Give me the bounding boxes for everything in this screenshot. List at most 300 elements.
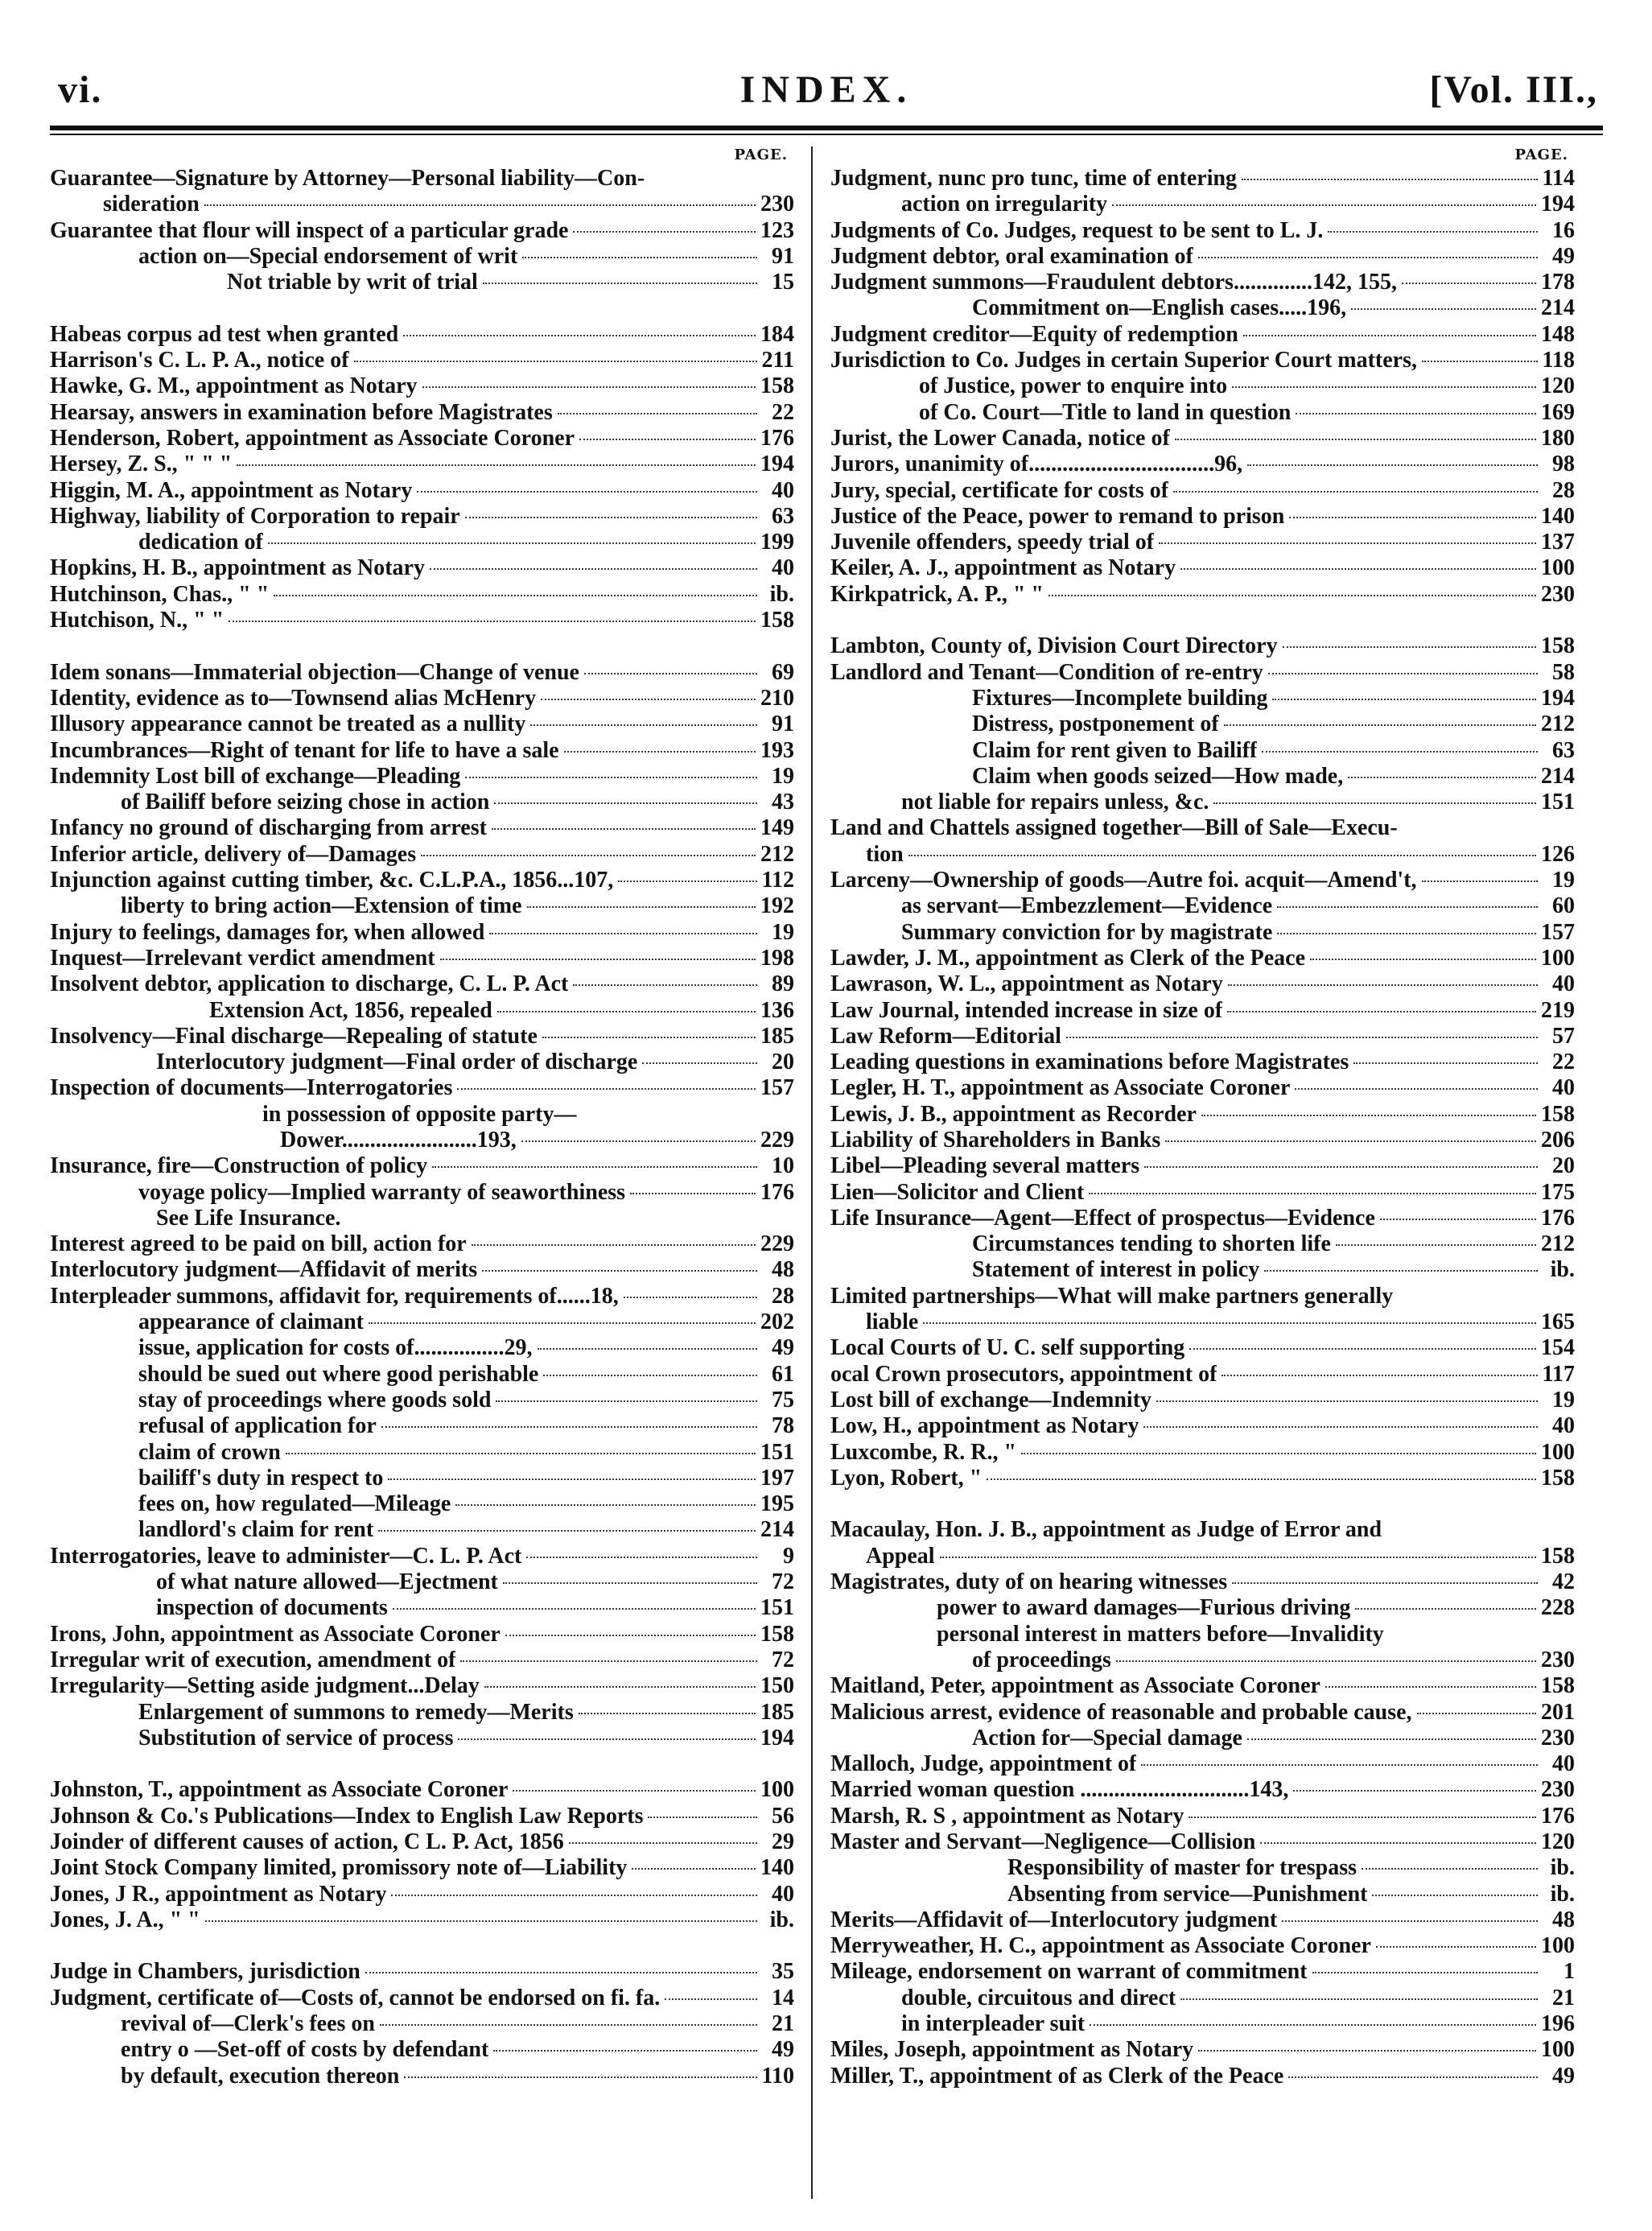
dot-leader <box>460 1660 757 1662</box>
index-entry <box>50 1569 794 1595</box>
dot-leader <box>1247 1738 1536 1740</box>
entry-page-number: 49 <box>772 1335 794 1361</box>
index-entry <box>830 452 1575 477</box>
dot-leader <box>1380 1219 1536 1220</box>
index-entry <box>50 270 794 295</box>
entry-text: Mileage, endorsement on warrant of commitment <box>830 1959 1308 1985</box>
entry-text: Joinder of different causes of action, C L. P. Act, 1856 <box>50 1829 564 1854</box>
dot-leader <box>1422 361 1538 362</box>
entry-page-number: 78 <box>772 1413 794 1439</box>
dot-leader <box>1325 1686 1536 1688</box>
page-number: vi. <box>58 68 103 111</box>
entry-page-number: 158 <box>1541 1465 1575 1491</box>
index-entry <box>830 582 1575 608</box>
dot-leader <box>493 2050 757 2052</box>
entry-page-number: 194 <box>1541 685 1575 711</box>
entry-text: Macaulay, Hon. J. B., appointment as Judge of Error and <box>830 1517 1382 1543</box>
index-entry <box>50 790 794 815</box>
index-entry <box>50 530 794 555</box>
entry-page-number: 158 <box>1541 1101 1575 1127</box>
entry-text: Lost bill of exchange—Indemnity <box>830 1387 1152 1412</box>
index-entry <box>830 1673 1575 1699</box>
entry-page-number: 60 <box>1552 893 1575 919</box>
entry-text: Judge in Chambers, jurisdiction <box>50 1959 360 1985</box>
index-entry <box>50 971 794 997</box>
dot-leader <box>268 542 756 544</box>
dot-leader <box>1156 1400 1538 1402</box>
index-entry <box>50 608 794 633</box>
entry-text: Lyon, Robert, " <box>830 1465 983 1491</box>
entry-page-number: 230 <box>1541 1647 1575 1672</box>
entry-text: Juvenile offenders, speedy trial of <box>830 530 1155 555</box>
index-entry <box>50 348 794 373</box>
entry-page-number: 72 <box>772 1569 794 1595</box>
entry-text: Jury, special, certificate for costs of <box>830 477 1169 503</box>
dot-leader <box>403 335 756 336</box>
dot-leader <box>1264 1270 1538 1272</box>
entry-text: entry o —Set-off of costs by defendant <box>121 2037 489 2063</box>
entry-page-number: 137 <box>1541 530 1575 555</box>
dot-leader <box>388 1478 756 1480</box>
index-entry <box>830 1388 1575 1413</box>
dot-leader <box>1232 1582 1538 1584</box>
dot-leader <box>665 1998 757 2000</box>
dot-leader <box>642 1062 757 1064</box>
dot-leader <box>1328 231 1538 233</box>
entry-page-number: 75 <box>772 1387 794 1412</box>
index-entry <box>830 1777 1575 1803</box>
entry-page-number: 157 <box>1541 919 1575 945</box>
index-entry <box>830 555 1575 581</box>
index-entry <box>50 1075 794 1101</box>
index-entry <box>830 2037 1575 2063</box>
index-entry <box>50 1309 794 1335</box>
entry-page-number: 100 <box>1541 2037 1575 2063</box>
entry-text: Indemnity Lost bill of exchange—Pleading <box>50 763 461 789</box>
index-entry <box>830 1544 1575 1569</box>
right-column <box>830 145 1575 2089</box>
entry-text: Appeal <box>866 1543 935 1569</box>
entry-page-number: 158 <box>760 608 794 633</box>
entry-page-number: 229 <box>760 1127 794 1153</box>
page-header <box>50 56 1603 121</box>
entry-text: Marsh, R. S , appointment as Notary <box>830 1803 1184 1829</box>
index-entry <box>50 998 794 1024</box>
entry-text: Jurist, the Lower Canada, notice of <box>830 425 1170 451</box>
entry-text: Landlord and Tenant—Condition of re-entry <box>830 659 1263 685</box>
left-column <box>50 145 794 2089</box>
entry-spacer <box>830 608 1575 633</box>
dot-leader <box>404 2076 756 2078</box>
entry-text: Libel—Pleading several matters <box>830 1153 1140 1179</box>
entry-text: Master and Servant—Negligence—Collision <box>830 1829 1256 1854</box>
dot-leader <box>1198 257 1538 258</box>
entry-page-number: 193 <box>760 737 794 763</box>
entry-page-number: 194 <box>760 452 794 477</box>
entry-page-number: 91 <box>772 243 794 269</box>
dot-leader <box>1355 1608 1536 1610</box>
index-entry <box>830 244 1575 270</box>
entry-text: double, circuitous and direct <box>901 1985 1176 2010</box>
index-entry <box>830 322 1575 348</box>
dot-leader <box>1372 1895 1538 1896</box>
entry-page-number: 185 <box>760 1699 794 1725</box>
entry-page-number: 201 <box>1541 1699 1575 1725</box>
index-entry <box>830 1933 1575 1959</box>
entry-page-number: 56 <box>772 1803 794 1829</box>
index-entry <box>50 1413 794 1439</box>
entry-page-number: 219 <box>1541 997 1575 1023</box>
index-entry <box>50 842 794 868</box>
dot-leader <box>503 1582 757 1584</box>
entry-text: Statement of interest in policy <box>972 1257 1260 1283</box>
entry-page-number: 195 <box>760 1491 794 1517</box>
dot-leader <box>489 933 757 934</box>
dot-leader <box>1116 1660 1536 1662</box>
dot-leader <box>908 855 1536 856</box>
dot-leader <box>1351 308 1536 310</box>
index-entry <box>830 815 1575 841</box>
dot-leader <box>1189 1348 1536 1350</box>
index-entry <box>830 1050 1575 1075</box>
entry-page-number: 157 <box>760 1075 794 1101</box>
index-entry <box>830 1309 1575 1335</box>
dot-leader <box>430 568 757 570</box>
dot-leader <box>378 1530 756 1532</box>
dot-leader <box>573 231 756 233</box>
entry-page-number: 100 <box>1541 1933 1575 1959</box>
entry-page-number: 211 <box>761 348 794 373</box>
dot-leader <box>1090 2024 1536 2026</box>
dot-leader <box>505 1635 756 1636</box>
dot-leader <box>987 1478 1536 1480</box>
index-entry <box>50 1257 794 1283</box>
entry-text: Malicious arrest, evidence of reasonable and probable cause, <box>830 1699 1412 1725</box>
dot-leader <box>417 491 757 493</box>
entry-page-number: 151 <box>760 1439 794 1465</box>
entry-text: personal interest in matters before—Invalidity <box>937 1621 1384 1647</box>
index-entry <box>830 1882 1575 1907</box>
entry-page-number: 40 <box>772 1881 794 1907</box>
page-title: INDEX. <box>739 68 913 111</box>
dot-leader <box>354 361 757 362</box>
index-entry <box>50 660 794 686</box>
entry-page-number: 165 <box>1541 1309 1575 1335</box>
dot-leader <box>584 673 757 674</box>
entry-page-number: 63 <box>772 503 794 529</box>
dot-leader <box>1089 1193 1536 1194</box>
dot-leader <box>497 1011 756 1012</box>
index-entry <box>830 1622 1575 1647</box>
index-entry <box>50 1440 794 1466</box>
entry-spacer <box>50 633 794 659</box>
entry-page-number: 40 <box>772 477 794 503</box>
entry-page-number: 100 <box>760 1777 794 1803</box>
entry-page-number: 63 <box>1552 737 1575 763</box>
dot-leader <box>1141 1764 1538 1766</box>
dot-leader <box>527 906 756 908</box>
dot-leader <box>1422 880 1538 882</box>
dot-leader <box>1213 802 1536 804</box>
dot-leader <box>1348 777 1536 778</box>
index-entry <box>50 1777 794 1803</box>
dot-leader <box>1180 568 1536 570</box>
entry-text: Lien—Solicitor and Client <box>830 1179 1085 1205</box>
entry-text: refusal of application for <box>138 1413 377 1439</box>
index-page <box>50 56 1603 2089</box>
dot-leader <box>1283 646 1536 648</box>
entry-text: Judgment, certificate of—Costs of, cannot be endorsed on fi. fa. <box>50 1985 661 2010</box>
entry-text: inspection of documents <box>156 1595 388 1621</box>
entry-text: Legler, H. T., appointment as Associate Coroner <box>830 1075 1291 1101</box>
entry-page-number: 120 <box>1541 373 1575 399</box>
entry-page-number: 158 <box>1541 633 1575 659</box>
index-entry <box>50 504 794 530</box>
entry-page-number: 28 <box>772 1283 794 1309</box>
dot-leader <box>1277 933 1536 934</box>
entry-page-number: ib. <box>1550 1257 1575 1283</box>
entry-text: Action for—Special damage <box>972 1725 1242 1751</box>
entry-page-number: 40 <box>1552 1751 1575 1777</box>
index-entry <box>830 686 1575 711</box>
entry-text: Distress, postponement of <box>972 711 1219 737</box>
index-entry <box>50 1231 794 1257</box>
entry-page-number: 100 <box>1541 1439 1575 1465</box>
entry-text: Judgment summons—Fraudulent debtors..............142, 155, <box>830 270 1397 295</box>
entry-text: Jurors, unanimity of.................................96, <box>830 452 1243 477</box>
index-entry <box>50 2011 794 2037</box>
index-entry <box>830 1855 1575 1881</box>
dot-leader <box>573 984 757 986</box>
dot-leader <box>494 802 757 804</box>
entry-text: Illusory appearance cannot be treated as a nullity <box>50 711 526 737</box>
dot-leader <box>1277 906 1538 908</box>
dot-leader <box>538 1348 758 1350</box>
entry-page-number: 117 <box>1542 1361 1575 1387</box>
header-rule-thin <box>50 134 1603 135</box>
dot-leader <box>369 1322 756 1324</box>
dot-leader <box>1221 1375 1537 1376</box>
entry-text: Insolvent debtor, application to discharge, C. L. P. Act <box>50 971 569 997</box>
dot-leader <box>1268 673 1538 674</box>
index-entry <box>50 1491 794 1517</box>
entry-page-number: 214 <box>1541 763 1575 789</box>
entry-text: Jones, J. A., " " <box>50 1907 200 1932</box>
index-entry <box>830 868 1575 893</box>
entry-page-number: 206 <box>1541 1127 1575 1153</box>
entry-text: Joint Stock Company limited, promissory note of—Liability <box>50 1855 628 1881</box>
entry-text: action on irregularity <box>901 192 1108 217</box>
dot-leader <box>564 751 756 753</box>
index-entry <box>50 1335 794 1361</box>
entry-spacer <box>50 295 794 321</box>
dot-leader <box>1165 1140 1536 1142</box>
index-entry <box>50 373 794 399</box>
index-entry <box>50 1024 794 1050</box>
entry-text: fees on, how regulated—Mileage <box>138 1491 451 1517</box>
entry-page-number: 98 <box>1552 452 1575 477</box>
entry-text: Inspection of documents—Interrogatories <box>50 1075 453 1101</box>
dot-leader <box>630 1193 756 1194</box>
dot-leader <box>648 1817 757 1818</box>
entry-text: of Co. Court—Title to land in question <box>919 399 1292 425</box>
dot-leader <box>440 959 756 960</box>
entry-text: Responsibility of master for trespass <box>1007 1855 1357 1881</box>
index-entry <box>50 166 794 192</box>
entry-text: action on—Special endorsement of writ <box>138 243 518 269</box>
entry-text: Liability of Shareholders in Banks <box>830 1127 1161 1153</box>
entry-page-number: 214 <box>760 1517 794 1543</box>
entry-page-number: 89 <box>772 971 794 997</box>
entry-spacer <box>50 1933 794 1959</box>
entry-page-number: 178 <box>1541 270 1575 295</box>
entry-page-number: 14 <box>772 1985 794 2010</box>
entry-page-number: 148 <box>1541 321 1575 347</box>
entry-page-number: 140 <box>1541 503 1575 529</box>
entry-page-number: 214 <box>1541 295 1575 321</box>
entry-text: Dower........................193, <box>280 1127 517 1153</box>
index-entry <box>830 711 1575 737</box>
entry-page-number: 176 <box>1541 1803 1575 1829</box>
volume-label: [Vol. III., <box>1429 68 1598 111</box>
index-entry <box>50 1128 794 1153</box>
entry-page-number: 40 <box>772 555 794 581</box>
entry-page-number: 100 <box>1541 945 1575 971</box>
entry-page-number: 230 <box>1541 1777 1575 1803</box>
entry-text: Fixtures—Incomplete building <box>972 685 1268 711</box>
index-entry <box>50 1517 794 1543</box>
entry-page-number: 212 <box>1541 1231 1575 1257</box>
entry-page-number: 229 <box>760 1231 794 1257</box>
entry-page-number: 61 <box>772 1361 794 1387</box>
dot-leader <box>1260 1842 1536 1844</box>
dot-leader <box>1417 1713 1536 1714</box>
entry-text: Not triable by writ of trial <box>227 270 478 295</box>
index-entry <box>50 1726 794 1751</box>
dot-leader <box>1048 595 1536 596</box>
entry-text: Local Courts of U. C. self supporting <box>830 1335 1185 1361</box>
entry-text: not liable for repairs unless, &c. <box>901 790 1209 815</box>
entry-text: Summary conviction for by magistrate <box>901 919 1273 945</box>
index-entry <box>830 842 1575 868</box>
index-entry <box>830 218 1575 244</box>
entry-page-number: ib. <box>1550 1881 1575 1907</box>
index-entry <box>50 946 794 971</box>
entry-page-number: 19 <box>1552 868 1575 893</box>
index-entry <box>830 790 1575 815</box>
entry-page-number: 176 <box>1541 1205 1575 1231</box>
entry-text: Absenting from service—Punishment <box>1007 1881 1368 1907</box>
dot-leader <box>1362 1868 1538 1870</box>
index-entry <box>50 1882 794 1907</box>
entry-text: Jones, J R., appointment as Notary <box>50 1881 387 1907</box>
entry-text: Lewis, J. B., appointment as Recorder <box>830 1101 1197 1127</box>
index-entry <box>830 998 1575 1024</box>
index-entry <box>830 920 1575 946</box>
entry-page-number: 175 <box>1541 1179 1575 1205</box>
dot-leader <box>1243 335 1536 336</box>
entry-text: Interlocutory judgment—Affidavit of merits <box>50 1257 478 1283</box>
entry-page-number: 192 <box>760 893 794 919</box>
entry-text: in interpleader suit <box>901 2011 1086 2037</box>
entry-text: Land and Chattels assigned together—Bill of Sale—Execu- <box>830 815 1398 841</box>
index-entry <box>50 920 794 946</box>
dot-leader <box>1198 2050 1536 2052</box>
entry-text: Miles, Joseph, appointment as Notary <box>830 2037 1194 2063</box>
entry-text: Life Insurance—Agent—Effect of prospectus—Evidence <box>830 1205 1375 1231</box>
index-entry <box>830 1959 1575 1985</box>
entry-text: Miller, T., appointment of as Clerk of the Peace <box>830 2063 1284 2089</box>
index-entry <box>830 1284 1575 1309</box>
entry-page-number: 72 <box>772 1647 794 1672</box>
dot-leader <box>393 1608 756 1610</box>
entry-page-number: 210 <box>760 685 794 711</box>
index-entry <box>830 893 1575 919</box>
entry-text: Claim for rent given to Bailiff <box>972 737 1258 763</box>
entry-page-number: 180 <box>1541 425 1575 451</box>
dot-leader <box>422 386 756 388</box>
entry-page-number: 40 <box>1552 1075 1575 1101</box>
index-entry <box>50 815 794 841</box>
dot-leader <box>522 257 757 258</box>
index-entry <box>830 1413 1575 1439</box>
index-entry <box>50 1647 794 1673</box>
entry-text: claim of crown <box>138 1439 281 1465</box>
page-column-label: PAGE. <box>1514 146 1568 163</box>
entry-text: by default, execution thereon <box>121 2063 400 2089</box>
index-entry <box>50 322 794 348</box>
entry-page-number: 185 <box>760 1023 794 1049</box>
entry-page-number: 158 <box>1541 1543 1575 1569</box>
index-entry <box>830 764 1575 790</box>
index-entry <box>830 348 1575 373</box>
entry-text: Judgment, nunc pro tunc, time of entering <box>830 166 1238 191</box>
dot-leader <box>1227 1011 1536 1012</box>
dot-leader <box>526 1557 757 1558</box>
entry-text: of Justice, power to enquire into <box>919 373 1228 399</box>
entry-page-number: 154 <box>1541 1335 1575 1361</box>
dot-leader <box>513 1790 756 1792</box>
dot-leader <box>1224 724 1536 726</box>
entry-text: Law Journal, intended increase in size of <box>830 997 1223 1023</box>
index-entry <box>50 452 794 477</box>
entry-page-number: 16 <box>1552 217 1575 243</box>
entry-text: Merits—Affidavit of—Interlocutory judgment <box>830 1907 1278 1932</box>
entry-page-number: 194 <box>760 1725 794 1751</box>
dot-leader <box>569 1842 757 1844</box>
index-entry <box>830 373 1575 399</box>
index-entry <box>50 764 794 790</box>
dot-leader <box>458 1738 756 1740</box>
index-entry <box>50 1180 794 1206</box>
dot-leader <box>618 880 756 882</box>
dot-leader <box>1180 1998 1538 2000</box>
entry-text: Judgment creditor—Equity of redemption <box>830 321 1238 347</box>
entry-page-number: 194 <box>1541 192 1575 217</box>
entry-page-number: 202 <box>760 1309 794 1335</box>
dot-leader <box>1021 1453 1536 1454</box>
entry-text: Leading questions in examinations before Magistrates <box>830 1050 1349 1075</box>
dot-leader <box>484 1686 756 1688</box>
entry-text: as servant—Embezzlement—Evidence <box>901 893 1273 919</box>
entry-page-number: 158 <box>760 373 794 399</box>
entry-text: Identity, evidence as to—Townsend alias McHenry <box>50 685 537 711</box>
dot-leader <box>1143 1426 1538 1428</box>
index-entry <box>50 582 794 608</box>
index-entry <box>50 868 794 893</box>
entry-page-number: 197 <box>760 1465 794 1491</box>
dot-leader <box>521 1140 756 1142</box>
